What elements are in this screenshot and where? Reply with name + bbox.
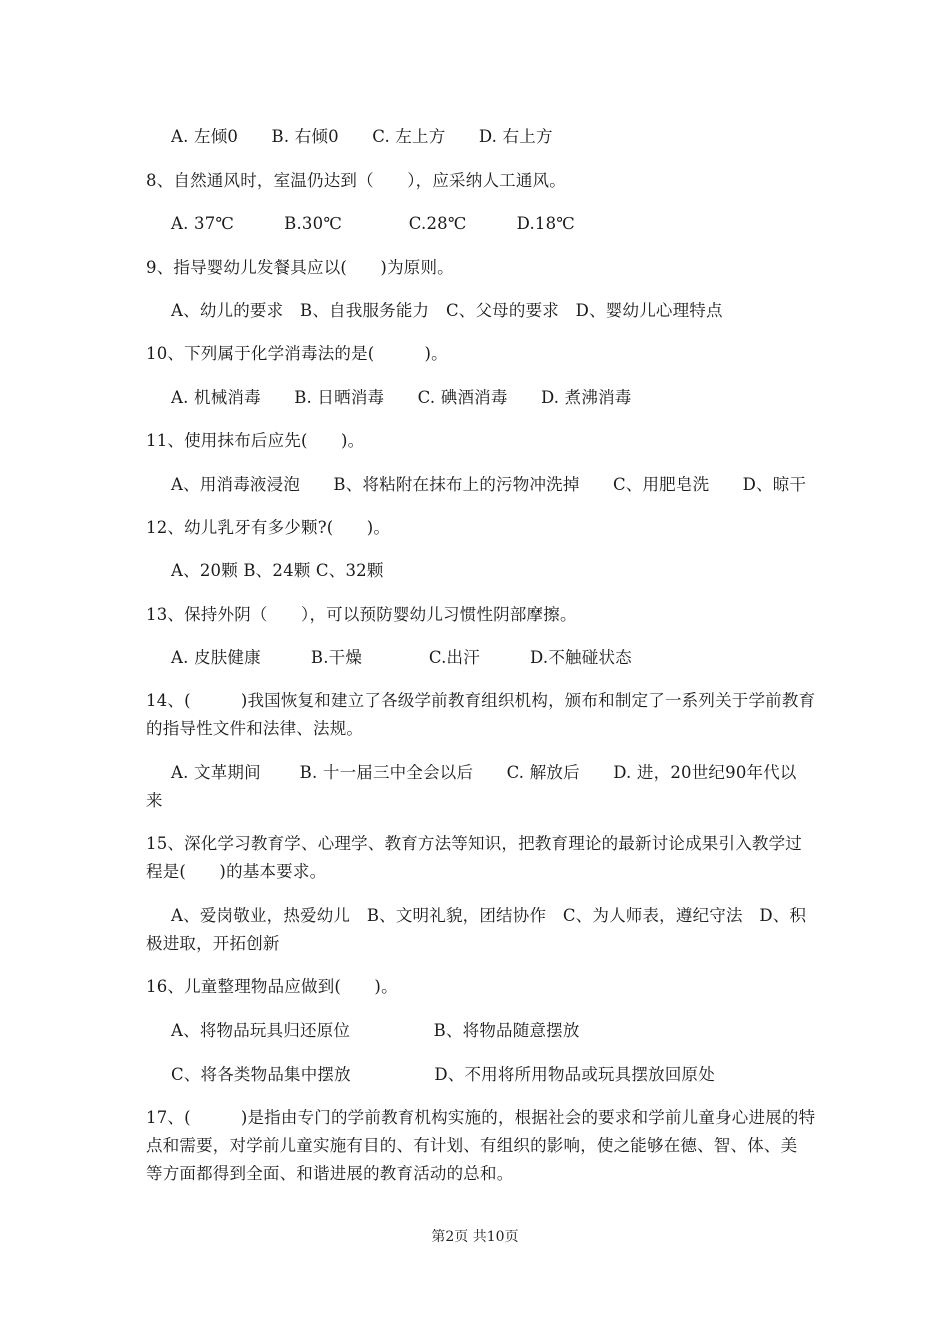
q9-question: 9、指导婴幼儿发餐具应以( )为原则。: [146, 258, 454, 277]
q15-question-line-1: 15、深化学习教育学、心理学、教育方法等知识，把教育理论的最新讨论成果引入教学过: [146, 834, 802, 853]
q17-question-line-2: 点和需要，对学前儿童实施有目的、有计划、有组织的影响，使之能够在德、智、体、美: [146, 1136, 798, 1155]
q7-options: A. 左倾0 B. 右倾0 C. 左上方 D. 右上方: [171, 127, 553, 146]
q12-question: 12、幼儿乳牙有多少颗?( )。: [146, 518, 391, 537]
q15-question-line-2: 程是( )的基本要求。: [146, 862, 327, 881]
q17-question-line-1: 17、( )是指由专门的学前教育机构实施的，根据社会的要求和学前儿童身心进展的特: [146, 1108, 816, 1127]
q17-question-line-3: 等方面都得到全面、和谐进展的教育活动的总和。: [146, 1164, 514, 1183]
q16-options-line-2: C、将各类物品集中摆放 D、不用将所用物品或玩具摆放回原处: [171, 1065, 715, 1084]
q14-options-line-2: 来: [146, 791, 163, 810]
q14-question-line-2: 的指导性文件和法律、法规。: [146, 719, 364, 738]
q11-question: 11、使用抹布后应先( )。: [146, 431, 365, 450]
q16-question: 16、儿童整理物品应做到( )。: [146, 977, 398, 996]
q13-options: A. 皮肤健康 B.干燥 C.出汗 D.不触碰状态: [171, 648, 632, 667]
q16-options-line-1: A、将物品玩具归还原位 B、将物品随意摆放: [171, 1021, 580, 1040]
q10-question: 10、下列属于化学消毒法的是( )。: [146, 344, 448, 363]
page-number-footer: 第2页 共10页: [431, 1229, 519, 1245]
q13-question: 13、保持外阴（ ），可以预防婴幼儿习惯性阴部摩擦。: [146, 605, 577, 624]
q9-options: A、幼儿的要求 B、自我服务能力 C、父母的要求 D、婴幼儿心理特点: [171, 301, 723, 320]
q14-options-line-1: A. 文革期间 B. 十一届三中全会以后 C. 解放后 D. 进，20世纪90年代以: [171, 763, 797, 782]
q12-options: A、20颗 B、24颗 C、32颗: [171, 561, 384, 580]
q14-question-line-1: 14、( )我国恢复和建立了各级学前教育组织机构，颁布和制定了一系列关于学前教育: [146, 691, 816, 710]
q15-options-line-1: A、爱岗敬业，热爱幼儿 B、文明礼貌，团结协作 C、为人师表，遵纪守法 D、积: [171, 906, 807, 925]
q8-options: A. 37℃ B.30℃ C.28℃ D.18℃: [171, 214, 575, 233]
q8-question: 8、自然通风时，室温仍达到（ ），应采纳人工通风。: [146, 171, 566, 190]
q15-options-line-2: 极进取，开拓创新: [146, 934, 280, 953]
q11-options: A、用消毒液浸泡 B、将粘附在抹布上的污物冲洗掉 C、用肥皂洗 D、晾干: [171, 475, 807, 494]
q10-options: A. 机械消毒 B. 日晒消毒 C. 碘酒消毒 D. 煮沸消毒: [171, 388, 632, 407]
